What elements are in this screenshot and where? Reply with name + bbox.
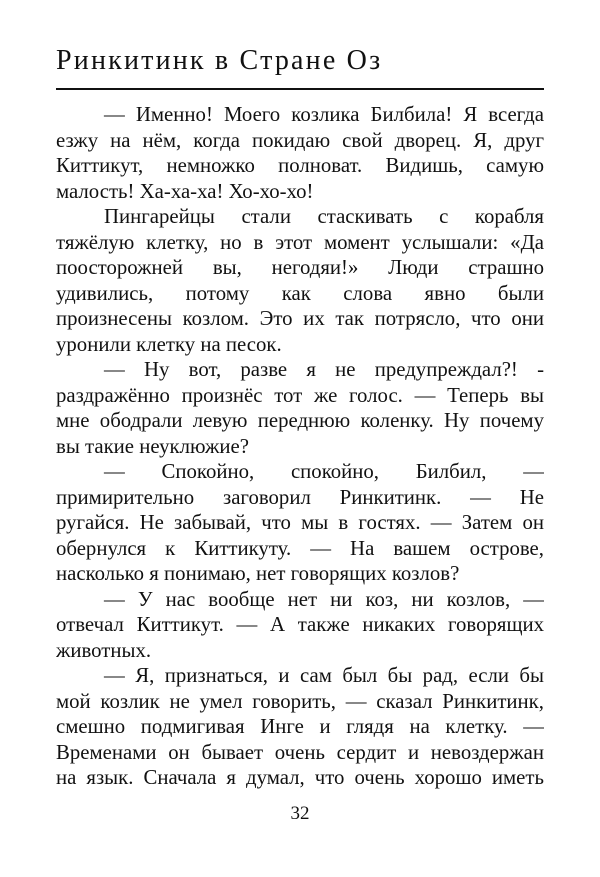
- text-line: раздражённо произнёс тот же голос. — Теперь вы: [56, 383, 544, 407]
- text-line: смешно подмигивая Инге и глядя на клетку. —: [56, 715, 544, 738]
- text-line: животных.: [56, 638, 152, 662]
- text-line: отвечал Киттикут. — А также никаких говорящих: [56, 613, 544, 636]
- text-line: на язык. Сначала я думал, что очень хорошо иметь: [56, 766, 544, 789]
- text-line: вы такие неуклюжие?: [56, 434, 249, 458]
- body-text: [56, 102, 544, 791]
- text-line: обернулся к Киттикуту. — На вашем острове,: [56, 536, 544, 560]
- text-line: — Спокойно, спокойно, Билбил, —: [104, 460, 544, 483]
- text-line: примирительно заговорил Ринкитинк. — Не: [56, 485, 544, 509]
- text-line: мне ободрали левую переднюю коленку. Ну почему: [56, 409, 544, 432]
- text-line: удивились, потому как слова явно были: [56, 281, 544, 305]
- text-line: тяжёлую клетку, но в этот момент услышали: «Да: [56, 230, 544, 254]
- text-line: Пингарейцы стали стаскивать с корабля: [104, 205, 544, 228]
- text-line: малость! Ха-ха-ха! Хо-хо-хо!: [56, 179, 314, 203]
- text-line: — У нас вообще нет ни коз, ни козлов, —: [104, 587, 544, 611]
- text-line: Временами он бывает очень сердит и невоздержан: [56, 740, 544, 764]
- text-line: ругайся. Не забывай, что мы в гостях. — Затем он: [56, 511, 544, 534]
- text-line: — Именно! Моего козлика Билбила! Я всегда: [104, 103, 544, 126]
- page-number: 32: [290, 803, 310, 824]
- running-header: Ринкитинк в Стране Оз: [56, 45, 383, 76]
- text-line: езжу на нём, когда покидаю свой дворец. Я, друг: [56, 128, 544, 152]
- text-line: уронили клетку на песок.: [56, 332, 282, 356]
- text-line: — Я, признаться, и сам был бы рад, если бы: [104, 664, 544, 687]
- text-line: мой козлик не умел говорить, — сказал Ринкитинк,: [56, 689, 544, 713]
- text-line: Киттикут, немножко полноват. Видишь, самую: [56, 154, 544, 177]
- text-line: — Ну вот, разве я не предупреждал?! -: [104, 358, 544, 381]
- text-line: поосторожней вы, негодяи!» Люди страшно: [56, 256, 544, 279]
- text-line: произнесены козлом. Это их так потрясло, что они: [56, 307, 544, 330]
- text-line: насколько я понимаю, нет говорящих козлов?: [56, 562, 460, 585]
- header-rule: [56, 88, 544, 90]
